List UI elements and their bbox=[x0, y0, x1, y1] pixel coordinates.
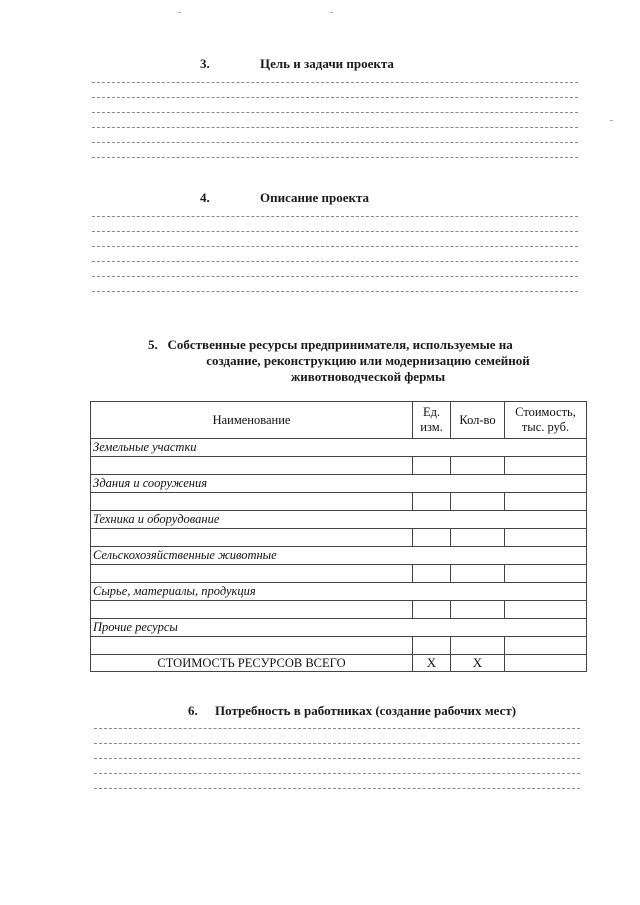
category-row bbox=[91, 439, 587, 457]
cell-name[interactable] bbox=[91, 637, 413, 655]
section-title: Цель и задачи проекта bbox=[260, 56, 394, 71]
category-label: Земельные участки bbox=[91, 439, 587, 457]
section-number: 5. bbox=[148, 337, 158, 352]
fill-in-line[interactable] bbox=[92, 216, 578, 217]
fill-in-line[interactable] bbox=[92, 261, 578, 262]
section-title-line-1: Собственные ресурсы предпринимателя, используемые на bbox=[167, 337, 513, 352]
category-label: Сельскохозяйственные животные bbox=[91, 547, 587, 565]
fill-in-line[interactable] bbox=[92, 142, 578, 143]
category-row bbox=[91, 475, 587, 493]
fill-in-line[interactable] bbox=[92, 112, 578, 113]
cell-cost[interactable] bbox=[505, 529, 587, 547]
fill-in-line[interactable] bbox=[92, 276, 578, 277]
category-label: Техника и оборудование bbox=[91, 511, 587, 529]
header-cost: Стоимость, тыс. руб. bbox=[505, 402, 587, 439]
section-title-line-3: животноводческой фермы bbox=[290, 369, 446, 384]
cell-name[interactable] bbox=[91, 601, 413, 619]
category-label: Здания и сооружения bbox=[91, 475, 587, 493]
fill-in-line[interactable] bbox=[94, 758, 580, 759]
fill-in-line[interactable] bbox=[94, 773, 580, 774]
cell-qty[interactable] bbox=[451, 529, 505, 547]
category-row bbox=[91, 619, 587, 637]
category-row bbox=[91, 547, 587, 565]
cell-qty[interactable] bbox=[451, 493, 505, 511]
cell-cost[interactable] bbox=[505, 637, 587, 655]
table-header-row bbox=[91, 402, 587, 439]
header-qty: Кол-во bbox=[451, 402, 505, 439]
table-row bbox=[91, 637, 587, 655]
category-label: Прочие ресурсы bbox=[91, 619, 587, 637]
cell-qty[interactable] bbox=[451, 565, 505, 583]
cell-unit[interactable] bbox=[413, 457, 451, 475]
fill-in-line[interactable] bbox=[92, 246, 578, 247]
total-unit: Х bbox=[413, 655, 451, 672]
total-cost[interactable] bbox=[505, 655, 587, 672]
total-label: СТОИМОСТЬ РЕСУРСОВ ВСЕГО bbox=[91, 655, 413, 672]
header-unit: Ед. изм. bbox=[413, 402, 451, 439]
cell-qty[interactable] bbox=[451, 601, 505, 619]
cell-cost[interactable] bbox=[505, 601, 587, 619]
fill-in-line[interactable] bbox=[94, 788, 580, 789]
fill-in-line[interactable] bbox=[92, 291, 578, 292]
cell-unit[interactable] bbox=[413, 601, 451, 619]
scan-mark bbox=[330, 12, 333, 13]
scan-mark bbox=[178, 12, 181, 13]
table-row bbox=[91, 565, 587, 583]
category-row bbox=[91, 583, 587, 601]
cell-cost[interactable] bbox=[505, 457, 587, 475]
section-number: 4. bbox=[200, 190, 210, 205]
fill-in-line[interactable] bbox=[92, 157, 578, 158]
section-number: 3. bbox=[200, 56, 210, 71]
table-row bbox=[91, 493, 587, 511]
table-row bbox=[91, 457, 587, 475]
header-name: Наименование bbox=[91, 402, 413, 439]
table-row bbox=[91, 529, 587, 547]
cell-name[interactable] bbox=[91, 493, 413, 511]
fill-in-line[interactable] bbox=[92, 231, 578, 232]
section-title: Описание проекта bbox=[260, 190, 370, 205]
total-row bbox=[91, 655, 587, 672]
cell-qty[interactable] bbox=[451, 637, 505, 655]
section-3-heading bbox=[200, 56, 394, 72]
fill-in-line[interactable] bbox=[94, 743, 580, 744]
section-title: Потребность в работниках (создание рабочих мест) bbox=[215, 703, 517, 718]
cell-unit[interactable] bbox=[413, 529, 451, 547]
cell-unit[interactable] bbox=[413, 637, 451, 655]
cell-unit[interactable] bbox=[413, 493, 451, 511]
fill-in-line[interactable] bbox=[92, 82, 578, 83]
section-5-heading bbox=[148, 337, 588, 385]
resources-table bbox=[90, 401, 587, 672]
cell-cost[interactable] bbox=[505, 565, 587, 583]
category-label: Сырье, материалы, продукция bbox=[91, 583, 587, 601]
cell-qty[interactable] bbox=[451, 457, 505, 475]
total-qty: Х bbox=[451, 655, 505, 672]
fill-in-line[interactable] bbox=[92, 127, 578, 128]
section-number: 6. bbox=[188, 703, 198, 718]
section-6-heading bbox=[188, 703, 516, 719]
cell-name[interactable] bbox=[91, 565, 413, 583]
section-4-heading bbox=[200, 190, 370, 206]
cell-cost[interactable] bbox=[505, 493, 587, 511]
fill-in-line[interactable] bbox=[92, 97, 578, 98]
section-title-line-2: создание, реконструкцию или модернизацию семейной bbox=[206, 353, 530, 368]
cell-name[interactable] bbox=[91, 457, 413, 475]
fill-in-line[interactable] bbox=[94, 728, 580, 729]
category-row bbox=[91, 511, 587, 529]
cell-unit[interactable] bbox=[413, 565, 451, 583]
table-row bbox=[91, 601, 587, 619]
cell-name[interactable] bbox=[91, 529, 413, 547]
scan-mark bbox=[610, 120, 613, 121]
